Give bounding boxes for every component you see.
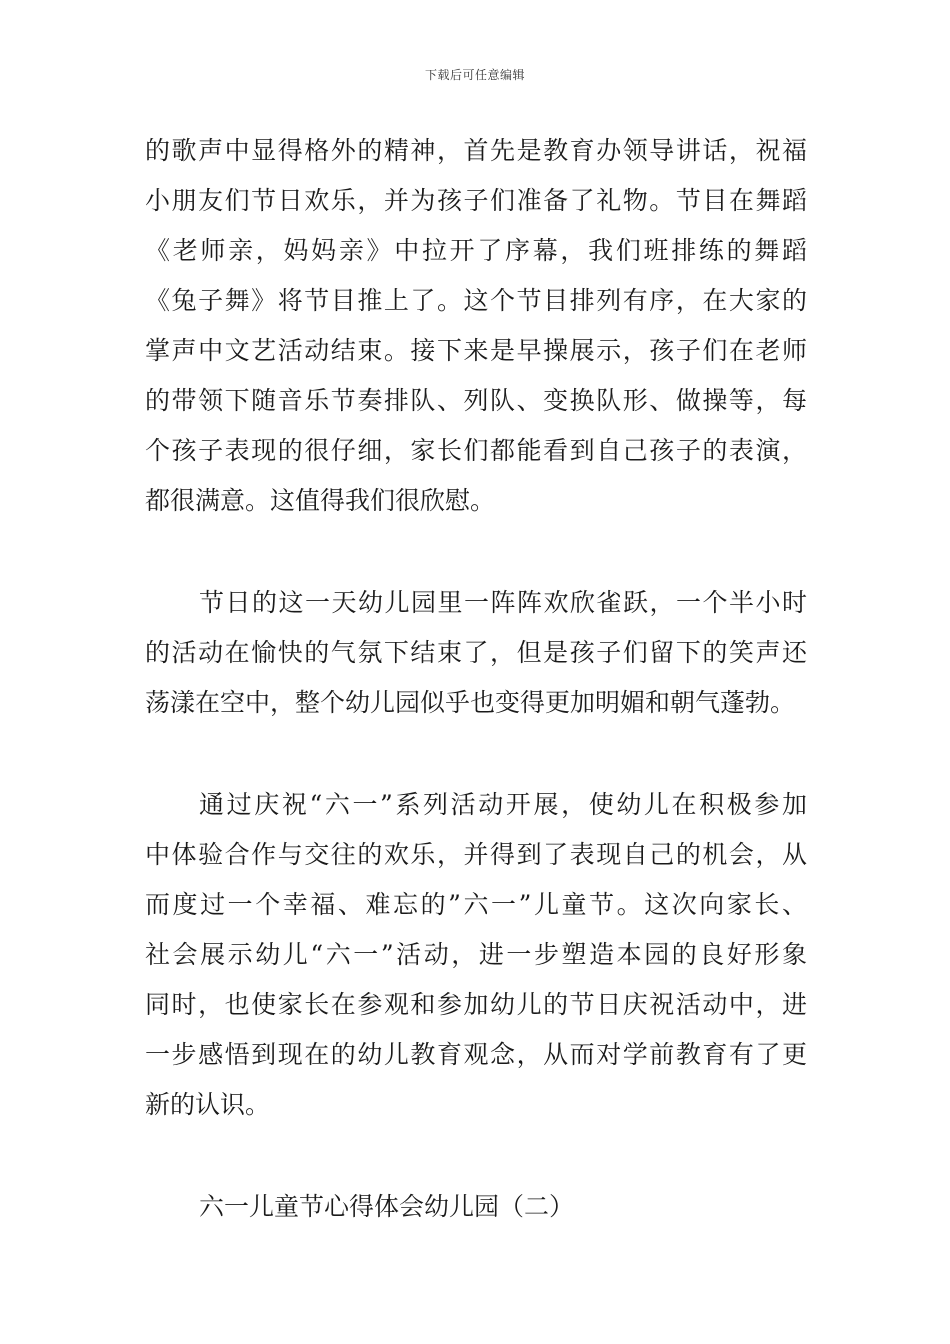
page-header: 下载后可任意编辑 bbox=[424, 68, 525, 82]
paragraph-line: 中体验合作与交往的欢乐，并得到了表现自己的机会，从 bbox=[145, 840, 807, 869]
section-heading: 六一儿童节心得体会幼儿园（二） bbox=[199, 1192, 575, 1221]
paragraph-line: 的带领下随音乐节奏排队、列队、变换队形、做操等，每 bbox=[145, 386, 807, 415]
paragraph-line: 社会展示幼儿“六一”活动，进一步塑造本园的良好形象 bbox=[145, 940, 807, 969]
paragraph-line: 通过庆祝“六一”系列活动开展，使幼儿在积极参加 bbox=[199, 790, 807, 819]
paragraph-1 bbox=[145, 126, 807, 526]
paragraph-line: 都很满意。这值得我们很欣慰。 bbox=[145, 486, 496, 515]
paragraph-line: 《老师亲，妈妈亲》中拉开了序幕，我们班排练的舞蹈 bbox=[145, 236, 807, 265]
paragraph-line: 掌声中文艺活动结束。接下来是早操展示，孩子们在老师 bbox=[145, 336, 807, 365]
paragraph-line: 新的认识。 bbox=[145, 1090, 271, 1119]
paragraph-2 bbox=[145, 578, 807, 728]
paragraph-gap bbox=[145, 526, 807, 578]
paragraph-line: 节日的这一天幼儿园里一阵阵欢欣雀跃，一个半小时 bbox=[199, 588, 807, 617]
paragraph-line: 小朋友们节日欢乐，并为孩子们准备了礼物。节目在舞蹈 bbox=[145, 186, 807, 215]
paragraph-line: 的活动在愉快的气氛下结束了，但是孩子们留下的笑声还 bbox=[145, 638, 807, 667]
paragraph-line: 而度过一个幸福、难忘的”六一”儿童节。这次向家长、 bbox=[145, 890, 807, 919]
paragraph-line: 一步感悟到现在的幼儿教育观念，从而对学前教育有了更 bbox=[145, 1040, 807, 1069]
paragraph-line: 同时，也使家长在参观和参加幼儿的节日庆祝活动中，进 bbox=[145, 990, 807, 1019]
paragraph-3 bbox=[145, 780, 807, 1130]
paragraph-gap bbox=[145, 728, 807, 780]
paragraph-line: 《兔子舞》将节目推上了。这个节目排列有序，在大家的 bbox=[145, 286, 807, 315]
document-body bbox=[145, 126, 807, 1232]
paragraph-line: 的歌声中显得格外的精神，首先是教育办领导讲话，祝福 bbox=[145, 136, 807, 165]
paragraph-line: 荡漾在空中，整个幼儿园似乎也变得更加明媚和朝气蓬勃。 bbox=[145, 688, 796, 717]
paragraph-line: 个孩子表现的很仔细，家长们都能看到自己孩子的表演， bbox=[145, 436, 807, 465]
paragraph-gap bbox=[145, 1130, 807, 1182]
